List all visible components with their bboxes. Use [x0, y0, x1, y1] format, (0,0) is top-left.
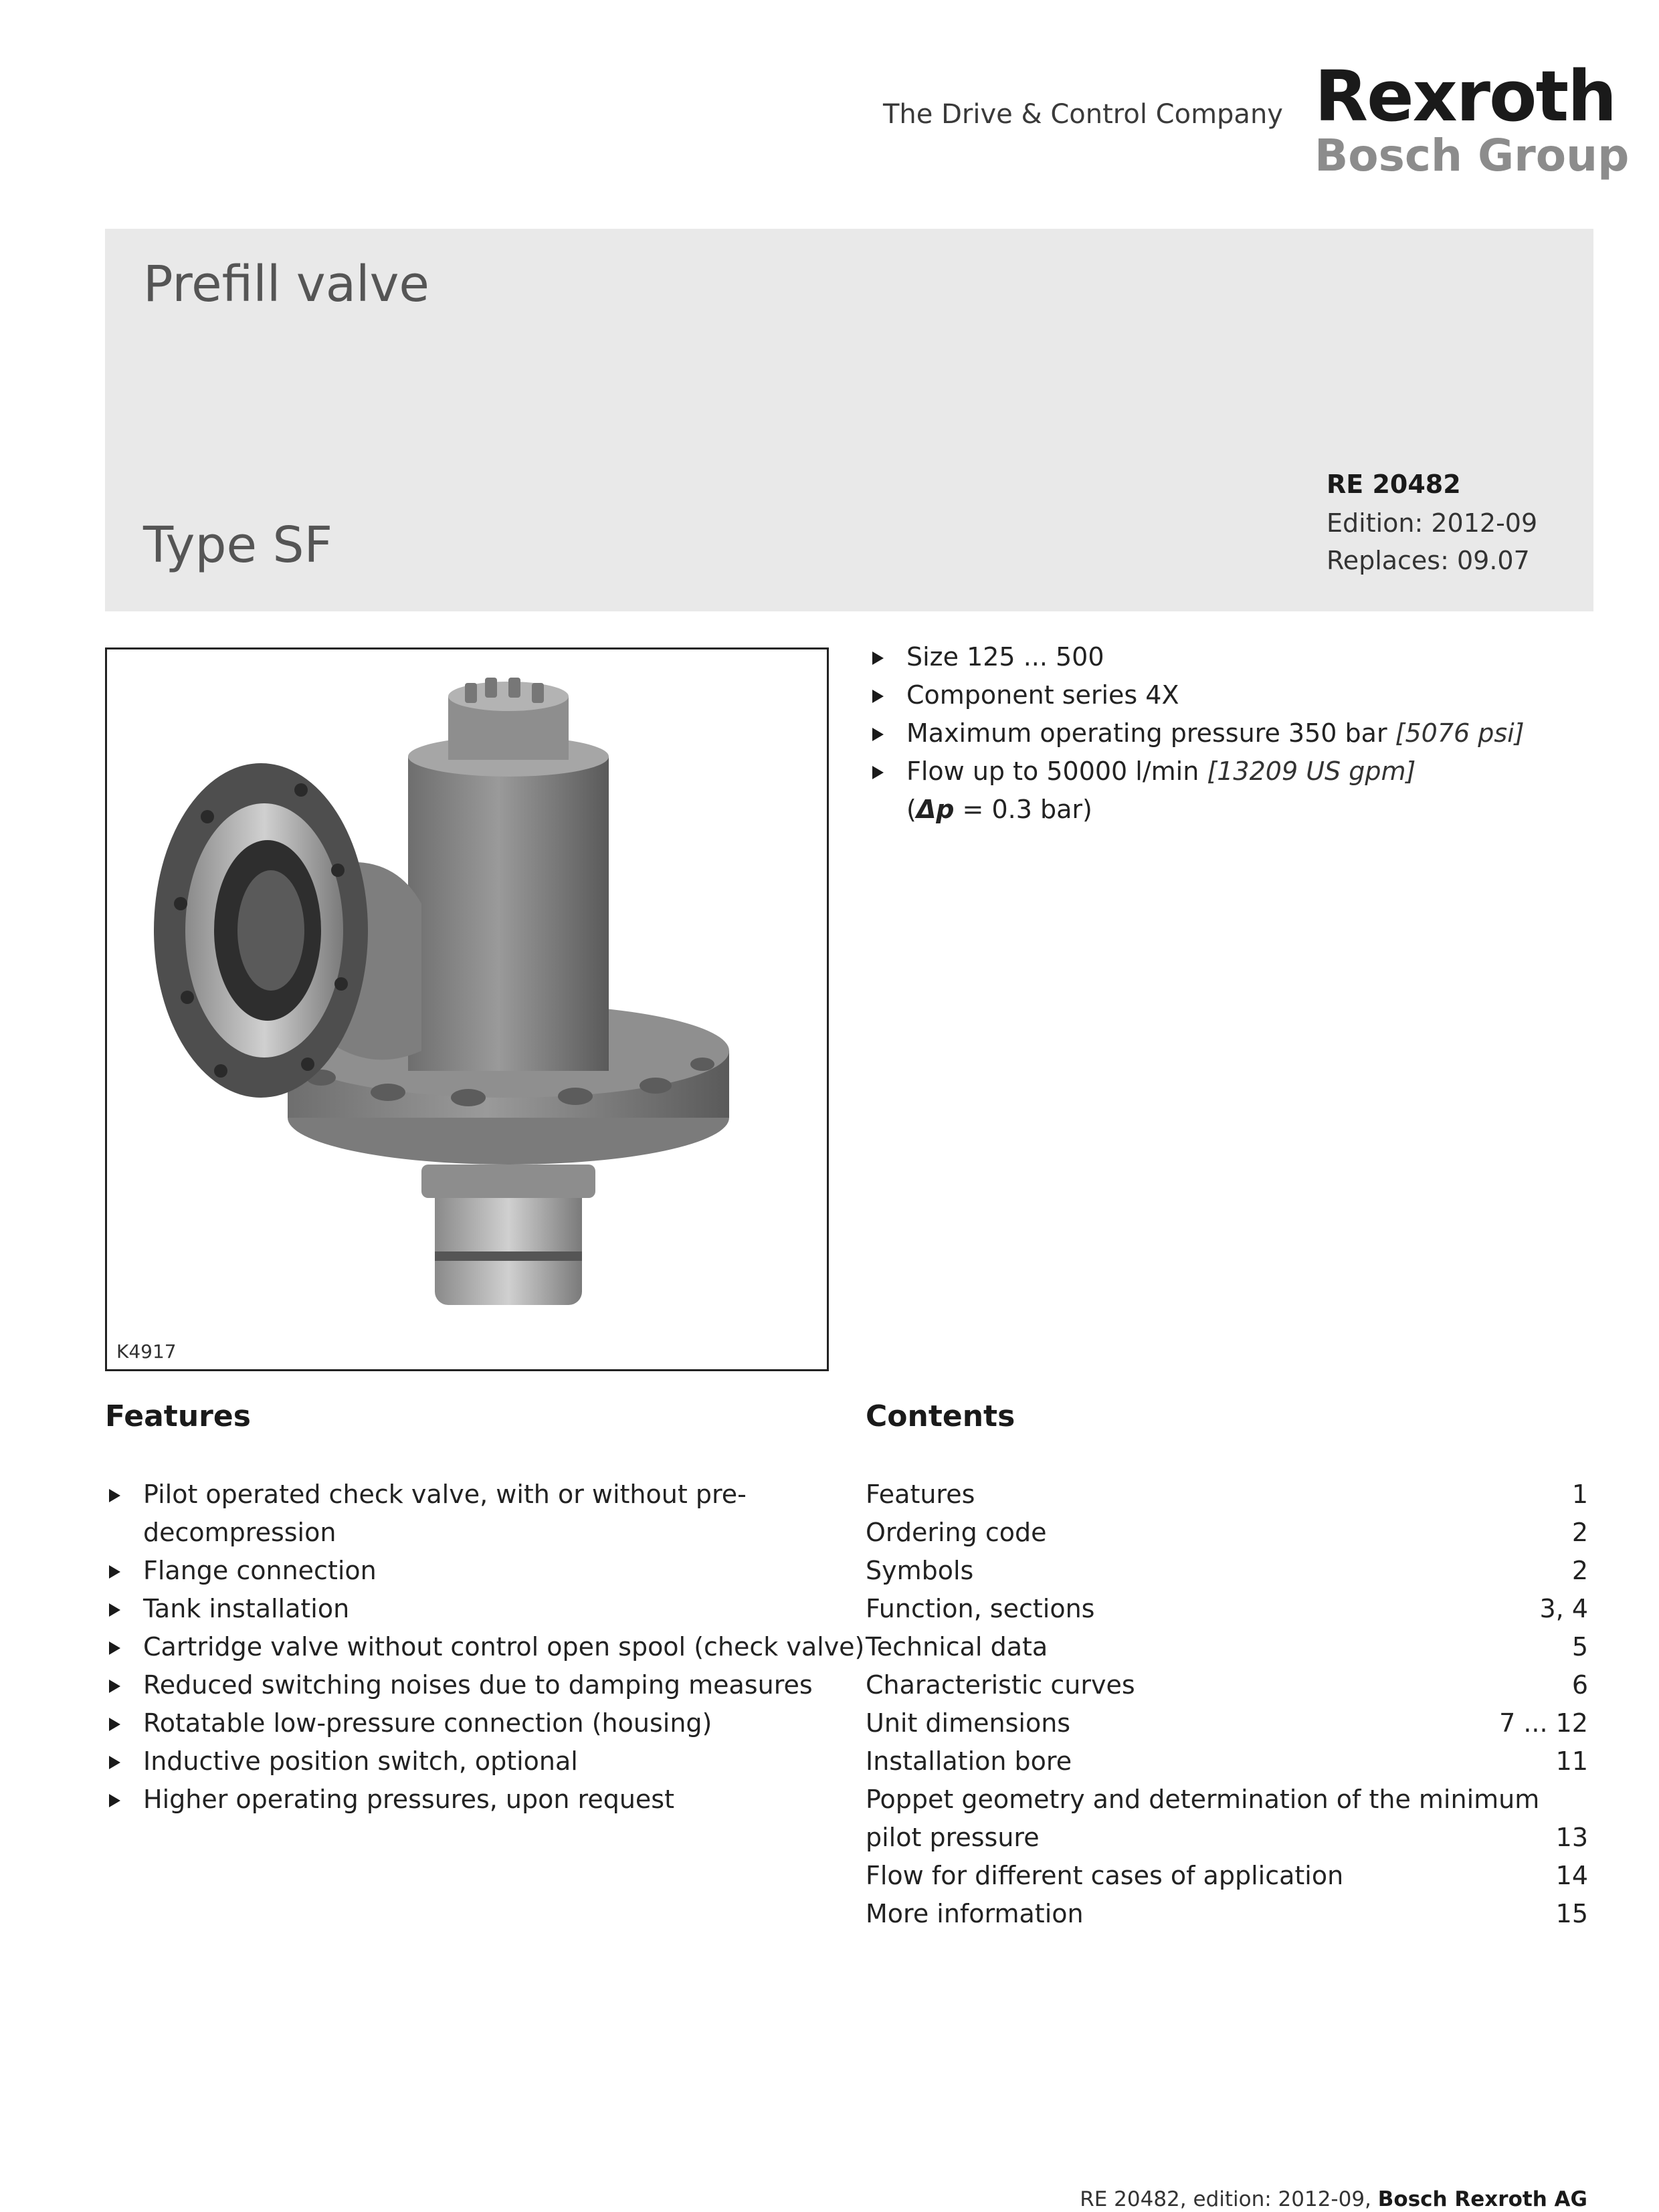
spec-list — [868, 638, 1525, 829]
feature-item: Flange connection — [105, 1552, 864, 1590]
bullet-triangle-icon — [872, 651, 884, 665]
features-list — [105, 1476, 864, 1819]
company-tagline: The Drive & Control Company — [883, 99, 1283, 130]
feature-item: Reduced switching noises due to damping measures — [105, 1666, 864, 1704]
feature-item: Tank installation — [105, 1590, 864, 1628]
contents-table — [866, 1476, 1588, 1933]
feature-item: Higher operating pressures, upon request — [105, 1781, 864, 1819]
toc-row[interactable]: Function, sections 3, 4 — [866, 1594, 1588, 1623]
footer-text: RE 20482, edition: 2012-09, — [1080, 2187, 1378, 2211]
spec-note: (Δp = 0.3 bar) — [906, 795, 1092, 824]
brand-logo-rexroth: Rexroth — [1314, 56, 1616, 137]
feature-item: Pilot operated check valve, with or without pre- — [105, 1476, 864, 1514]
footer-company: Bosch Rexroth AG — [1377, 2187, 1587, 2211]
toc-row[interactable]: Features 1 — [866, 1480, 1588, 1509]
bullet-triangle-icon — [109, 1565, 120, 1579]
feature-item-continuation: decompression — [143, 1518, 336, 1547]
bullet-triangle-icon — [109, 1756, 120, 1769]
toc-row[interactable]: pilot pressure 13 — [866, 1823, 1588, 1852]
spec-item: Flow up to 50000 l/min [13209 US gpm] — [868, 752, 1525, 791]
bullet-triangle-icon — [109, 1641, 120, 1655]
bullet-triangle-icon — [109, 1718, 120, 1731]
toc-row[interactable]: More information 15 — [866, 1899, 1588, 1928]
brand-logo-bosch-group: Bosch Group — [1314, 130, 1630, 181]
contents-heading: Contents — [866, 1399, 1015, 1433]
document-edition: Edition: 2012-09 — [1327, 508, 1538, 538]
bullet-triangle-icon — [872, 690, 884, 703]
toc-row[interactable]: Poppet geometry and determination of the minimum — [866, 1785, 1540, 1814]
toc-row[interactable]: Technical data 5 — [866, 1632, 1588, 1662]
product-type: Type SF — [143, 516, 333, 574]
bullet-triangle-icon — [872, 728, 884, 741]
bullet-triangle-icon — [109, 1603, 120, 1617]
product-photo — [105, 647, 829, 1371]
page-footer — [1080, 2187, 1587, 2211]
toc-row[interactable]: Characteristic curves 6 — [866, 1670, 1588, 1700]
title-band — [105, 229, 1593, 611]
document-replaces: Replaces: 09.07 — [1327, 546, 1530, 575]
toc-row[interactable]: Flow for different cases of application 14 — [866, 1861, 1588, 1890]
features-heading: Features — [105, 1399, 251, 1433]
toc-row[interactable]: Installation bore 11 — [866, 1746, 1588, 1776]
feature-item: Rotatable low-pressure connection (housing) — [105, 1704, 864, 1742]
toc-row[interactable]: Ordering code 2 — [866, 1518, 1588, 1547]
image-code: K4917 — [116, 1340, 177, 1363]
product-title: Prefill valve — [143, 256, 429, 313]
spec-item: Component series 4X — [868, 676, 1525, 714]
toc-row[interactable]: Symbols 2 — [866, 1556, 1588, 1585]
toc-row[interactable]: Unit dimensions 7 ... 12 — [866, 1708, 1588, 1738]
feature-item: Inductive position switch, optional — [105, 1742, 864, 1781]
bullet-triangle-icon — [109, 1794, 120, 1807]
bullet-triangle-icon — [109, 1680, 120, 1693]
document-number: RE 20482 — [1327, 470, 1461, 499]
bullet-triangle-icon — [872, 766, 884, 779]
spec-item: Maximum operating pressure 350 bar [5076 psi] — [868, 714, 1525, 752]
feature-item: Cartridge valve without control open spool (check valve) — [105, 1628, 864, 1666]
spec-item: Size 125 ... 500 — [868, 638, 1525, 676]
prefill-valve-illustration — [107, 649, 827, 1369]
bullet-triangle-icon — [109, 1489, 120, 1502]
